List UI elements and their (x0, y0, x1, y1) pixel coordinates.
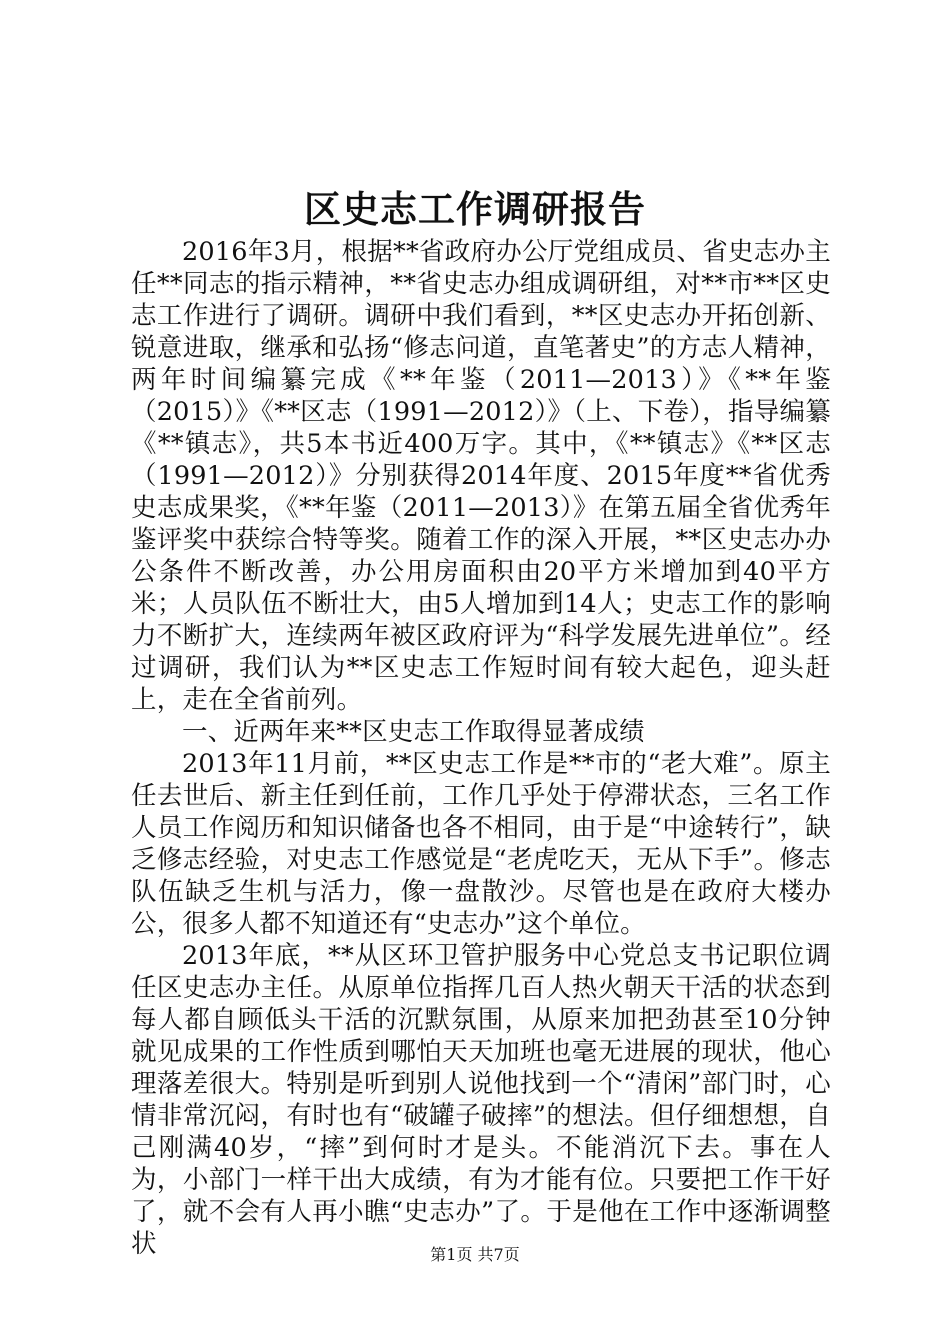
section-heading-1: 一、近两年来**区史志工作取得显著成绩 (182, 717, 645, 747)
body-paragraph-2: 2013年11月前，**区史志工作是**市的“老大难”。原主任去世后、新主任到任前，工作几乎处于停滞状态，三名工作人员工作阅历和知识储备也各不相同，由于是“中途转行”，缺乏修志经验，对史志工作感觉是“老虎吃天，无从下手”。修志队伍缺乏生机与活力，像一盘散沙。尽管也是在政府大楼办公，很多人都不知道还有“史志办”这个单位。 (131, 749, 831, 939)
document-title: 区史志工作调研报告 (304, 187, 646, 231)
document-body (131, 236, 831, 1260)
page-footer: 第1页 共7页 (430, 1245, 520, 1264)
body-paragraph-3: 2013年底，**从区环卫管护服务中心党总支书记职位调任区史志办主任。从原单位指挥几百人热火朝天干活的状态到每人都自顾低头干活的沉默氛围，从原来加把劲甚至10分钟就见成果的工作性质到哪怕天天加班也毫无进展的现状，他心理落差很大。特别是听到别人说他找到一个“清闲”部门时，心情非常沉闷，有时也有“破罐子破摔”的想法。但仔细想想，自己刚满40岁，“摔”到何时才是头。不能消沉下去。事在人为，小部门一样干出大成绩，有为才能有位。只要把工作干好了，就不会有人再小瞧“史志办”了。于是他在工作中逐渐调整状 (131, 941, 831, 1259)
body-paragraph-1: 2016年3月，根据**省政府办公厅党组成员、省史志办主任**同志的指示精神，**省史志办组成调研组，对**市**区史志工作进行了调研。调研中我们看到，**区史志办开拓创新、锐意进取，继承和弘扬“修志问道，直笔著史”的方志人精神，两年时间编纂完成《**年鉴（2011—2013）》《**年鉴（2015）》《**区志（1991—2012）》（上、下卷），指导编纂《**镇志》，共5本书近400万字。其中，《**镇志》《**区志（1991—2012）》分别获得2014年度、2015年度**省优秀史志成果奖，《**年鉴（2011—2013）》在第五届全省优秀年鉴评奖中获综合特等奖。随着工作的深入开展，**区史志办办公条件不断改善，办公用房面积由20平方米增加到40平方米；人员队伍不断壮大，由5人增加到14人；史志工作的影响力不断扩大，连续两年被区政府评为“科学发展先进单位”。经过调研，我们认为**区史志工作短时间有较大起色，迎头赶上，走在全省前列。 (131, 237, 831, 715)
